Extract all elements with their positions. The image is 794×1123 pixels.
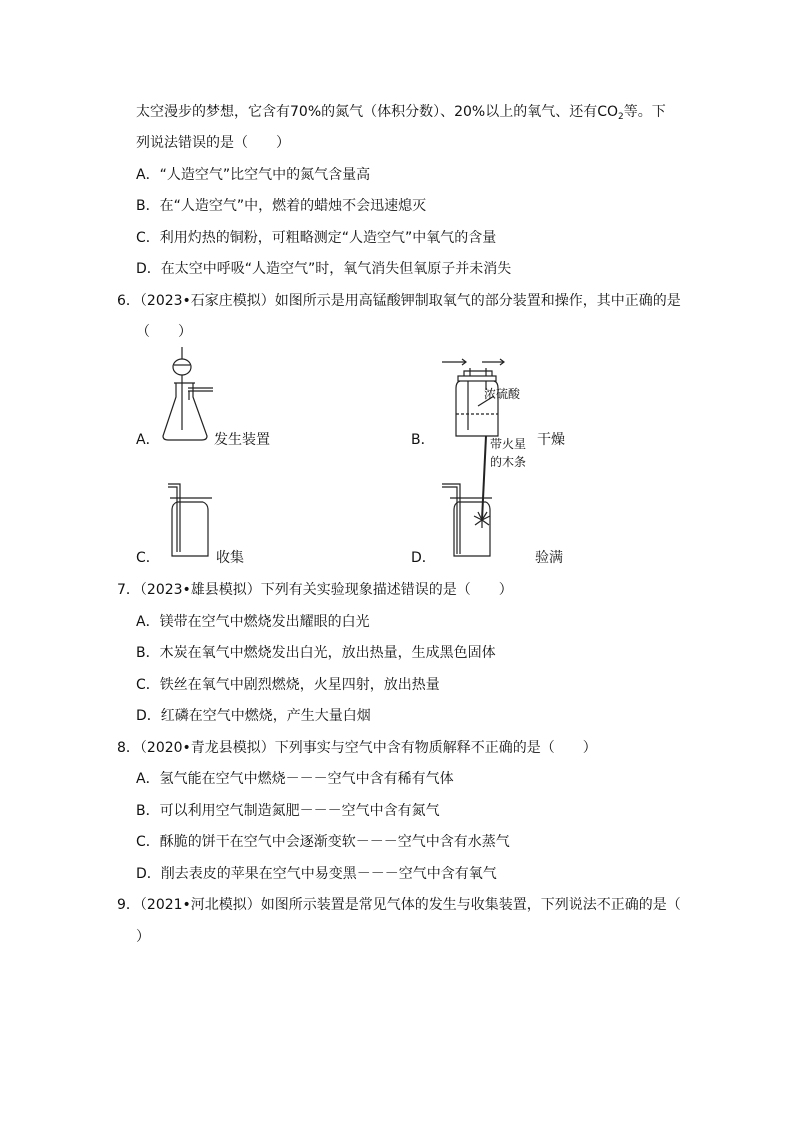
q7-option-c: C．铁丝在氧气中剧烈燃烧，火星四射，放出热量	[136, 677, 440, 693]
q6-option-a-letter: A．	[136, 432, 160, 448]
q6-option-b-caption: 干燥	[537, 432, 565, 448]
q5-stem-line1: 太空漫步的梦想，它含有70%的氮气（体积分数）、20%以上的氧气、还有$CO_2$等。下	[136, 104, 666, 122]
drying-bottle-label: 浓硫酸	[484, 387, 521, 401]
q5-option-a: A．“人造空气”比空气中的氮气含量高	[136, 167, 371, 183]
q9-stem-line1: 9．（2021•河北模拟）如图所示装置是常见气体的发生与收集装置，下列说法不正确的是（	[117, 897, 681, 913]
q5-option-d: D．在太空中呼吸“人造空气”时，氧气消失但氧原子并未消失	[136, 261, 512, 277]
q8-option-a: A．氢气能在空气中燃烧－－－空气中含有稀有气体	[136, 771, 454, 787]
q9-stem-line2: ）	[136, 929, 150, 945]
q6-option-b-letter: B．	[411, 432, 435, 448]
q5-option-c: C．利用灼热的铜粉，可粗略测定“人造空气”中氧气的含量	[136, 230, 497, 246]
gas-collection-figure	[164, 480, 220, 560]
q8-option-d: D．削去表皮的苹果在空气中易变黑－－－空气中含有氧气	[136, 866, 497, 882]
q6-option-c-letter: C．	[136, 550, 160, 566]
q6-stem-line1: 6．（2023•石家庄模拟）如图所示是用高锰酸钾制取氧气的部分装置和操作，其中正确的是	[117, 293, 681, 309]
q6-stem-line2: （ ）	[136, 324, 192, 340]
q6-option-d-caption: 验满	[535, 550, 563, 566]
q5-option-b: B．在“人造空气”中，燃着的蜡烛不会迅速熄灭	[136, 198, 427, 214]
q6-option-a-caption: 发生装置	[214, 432, 270, 448]
q7-option-a: A．镁带在空气中燃烧发出耀眼的白光	[136, 614, 370, 630]
q8-option-b: B．可以利用空气制造氮肥－－－空气中含有氮气	[136, 803, 440, 819]
q8-option-c: C．酥脆的饼干在空气中会逐渐变软－－－空气中含有水蒸气	[136, 834, 510, 850]
conical-flask-figure	[160, 345, 220, 445]
splint-label-line1: 带火星	[490, 437, 527, 451]
q6-option-d-letter: D．	[411, 550, 436, 566]
q6-option-c-caption: 收集	[216, 550, 244, 566]
q7-stem: 7．（2023•雄县模拟）下列有关实验现象描述错误的是（ ）	[117, 582, 513, 598]
q7-option-b: B．木炭在氧气中燃烧发出白光，放出热量，生成黑色固体	[136, 645, 496, 661]
q5-stem-line2: 列说法错误的是（ ）	[136, 135, 290, 151]
q7-option-d: D．红磷在空气中燃烧，产生大量白烟	[136, 708, 371, 724]
splint-label-line2: 的木条	[490, 455, 527, 469]
q8-stem: 8．（2020•青龙县模拟）下列事实与空气中含有物质解释不正确的是（ ）	[117, 740, 597, 756]
